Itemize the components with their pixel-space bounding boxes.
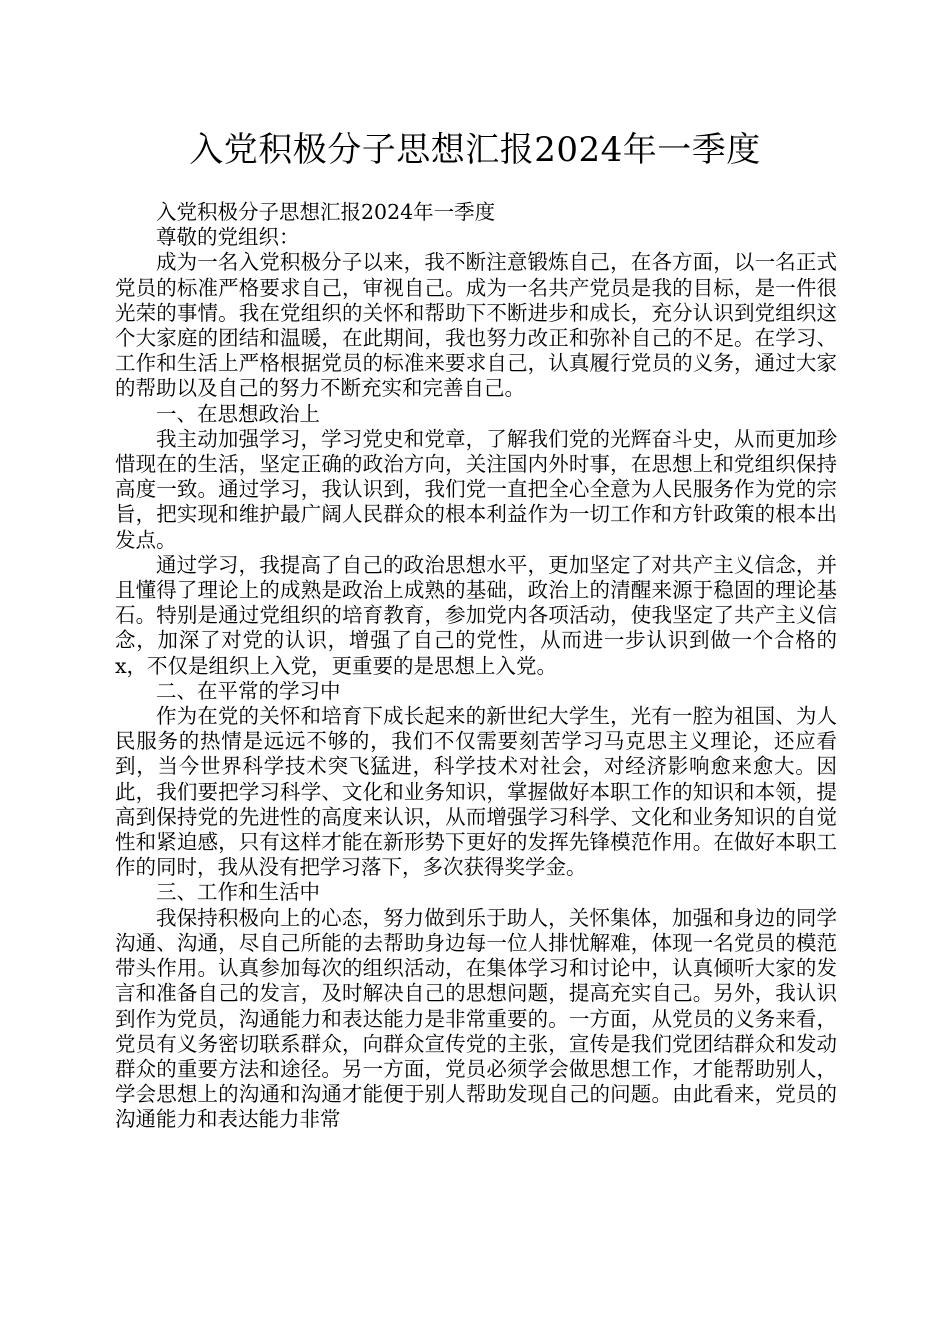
salutation: 尊敬的党组织：	[156, 225, 300, 250]
document-title: 入党积极分子思想汇报2024年一季度	[189, 130, 761, 170]
subtitle-line: 入党积极分子思想汇报2024年一季度	[156, 200, 496, 224]
section-heading-3: 三、工作和生活中	[156, 880, 320, 905]
body-paragraph: 我主动加强学习，学习党史和党章，了解我们党的光辉奋斗史，从而更加珍惜现在的生活，坚定正确的政治方向，关注国内外时事，在思想上和党组织保持高度一致。通过学习，我认识到，我们党一直把全心全意为人民服务作为党的宗旨，把实现和维护最广阔人民群众的根本利益作为一切工作和方针政策的根本出发点。	[115, 426, 837, 552]
document-body	[115, 200, 837, 1133]
section-heading-1: 一、在思想政治上	[156, 401, 320, 426]
body-paragraph: 我保持积极向上的心态，努力做到乐于助人，关怀集体，加强和身边的同学沟通、沟通，尽自己所能的去帮助身边每一位人排忧解难，体现一名党员的模范带头作用。认真参加每次的组织活动，在集体学习和讨论中，认真倾听大家的发言和准备自己的发言，及时解决自己的思想问题，提高充实自己。另外，我认识到作为党员，沟通能力和表达能力是非常重要的。一方面，从党员的义务来看，党员有义务密切联系群众，向群众宣传党的主张，宣传是我们党团结群众和发动群众的重要方法和途径。另一方面，党员必须学会做思想工作，才能帮助别人，学会思想上的沟通和沟通才能便于别人帮助发现自己的问题。由此看来，党员的沟通能力和表达能力非常	[115, 905, 837, 1132]
section-heading-2: 二、在平常的学习中	[156, 678, 341, 703]
body-paragraph: 作为在党的关怀和培育下成长起来的新世纪大学生，光有一腔为祖国、为人民服务的热情是远远不够的，我们不仅需要刻苦学习马克思主义理论，还应看到，当今世界科学技术突飞猛进，科学技术对社会，对经济影响愈来愈大。因此，我们要把学习科学、文化和业务知识，掌握做好本职工作的知识和本领，提高到保持党的先进性的高度来认识，从而增强学习科学、文化和业务知识的自觉性和紧迫感，只有这样才能在新形势下更好的发挥先锋模范作用。在做好本职工作的同时，我从没有把学习落下，多次获得奖学金。	[115, 704, 837, 880]
body-paragraph: 通过学习，我提高了自己的政治思想水平，更加坚定了对共产主义信念，并且懂得了理论上的成熟是政治上成熟的基础，政治上的清醒来源于稳固的理论基石。特别是通过党组织的培育教育，参加党内各项活动，使我坚定了共产主义信念，加深了对党的认识，增强了自己的党性，从而进一步认识到做一个合格的x，不仅是组织上入党，更重要的是思想上入党。	[115, 552, 837, 678]
body-paragraph: 成为一名入党积极分子以来，我不断注意锻炼自己，在各方面，以一名正式党员的标准严格要求自己，审视自己。成为一名共产党员是我的目标，是一件很光荣的事情。我在党组织的关怀和帮助下不断进步和成长，充分认识到党组织这个大家庭的团结和温暖，在此期间，我也努力改正和弥补自己的不足。在学习、工作和生活上严格根据党员的标准来要求自己，认真履行党员的义务，通过大家的帮助以及自己的努力不断充实和完善自己。	[115, 250, 837, 401]
